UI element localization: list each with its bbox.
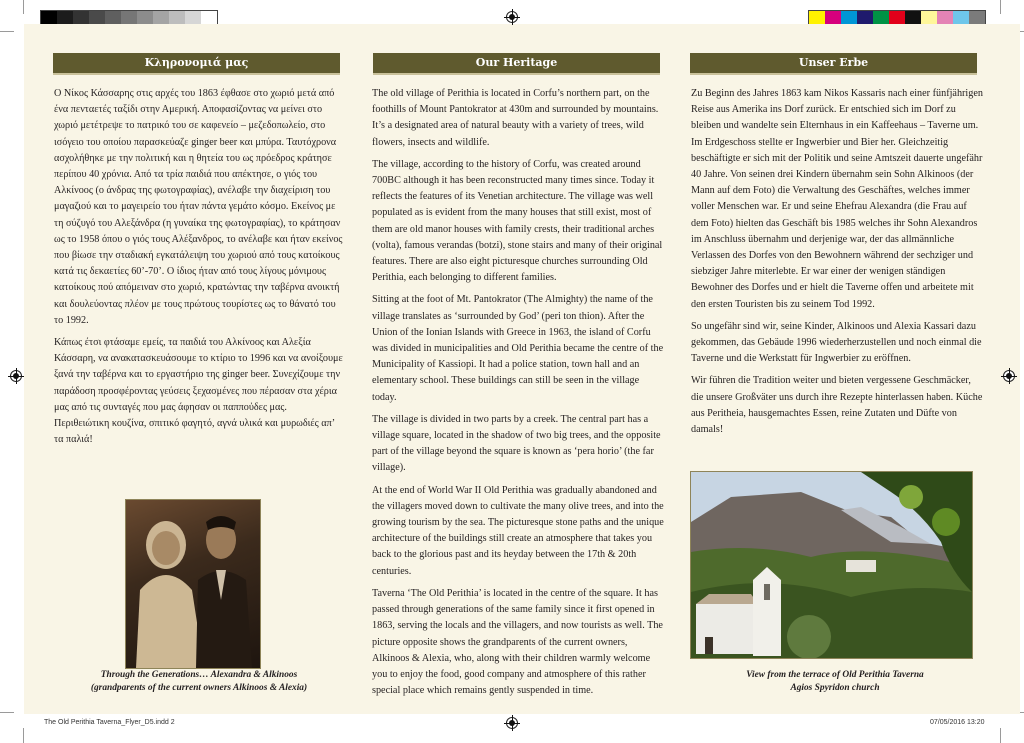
portrait-illustration [126, 500, 260, 668]
caption-line: Agios Spyridon church [790, 683, 880, 693]
greek-heading: Κληρονομιά μας [53, 53, 340, 75]
greek-paragraph: Ο Νίκος Κάσσαρης στις αρχές του 1863 έφθασε στο χωριό μετά από ένα πενταετές ταξίδι στην Αμερική. Αποφασίζοντας να μείνει στο χωριό μετέτρεψε το πατρικό του σε καφενείο – μεζεδοπωλείο, στο ισόγειο του οποίου παρασκεύαζε ginger beer και μπύρα. Ταυτόχρονα ασχολήθηκε με την πολιτική και η θητεία του ως πρόεδρος κράτησε περίπου 40 χρόνια. Από τα τρία παιδιά που απέκτησε, ο γιός του Αλκίνοος (ο άνδρας της φωτογραφίας), ανέλαβε την διαχείριση του μαγαζιού και το μαγειρείο του ήταν πάντα γεμάτο κόσμο. Εκείνος με τη σύζυγό του Αλεξάνδρα (η γυναίκα της φωτογραφίας), το κράτησαν ως το 1958 όπου ο γιός τους Αλέξανδρος, το ανέλαβε και ήταν εκείνος που βίωσε την σταδιακή εγκατάλειψη του χωριού από τους κατοίκους κατά τις δεκαετίες 60’-70’. Ο ίδιος ήταν από τους λίγους μόνιμους κατοίκους πού απόμειναν στο χωριό, κρατώντας την ταβέρνα ανοικτή και δουλεύοντας πλέον με τους πρώτους τουρίστες ως το θάνατό του το 1992. [54, 88, 343, 326]
english-paragraph: The village is divided in two parts by a creek. The central part has a village square, located in the shadow of two big trees, and the opposite part of the village beyond the square is known as ‘pera horio’ (the far village). [372, 413, 661, 474]
grandparents-photo [125, 499, 261, 669]
english-paragraph: Taverna ‘The Old Perithia’ is located in the centre of the square. It has passed through generations of the same family since it first opened in 1863, serving the locals and the villagers, and now tourists as well. The picture opposite shows the grandparents of the current owners, Alkinoos & Alexia, who, along with their children warmly welcome you to enjoy the food, good company and atmosphere of this rather special place which remains gently suspended in time. [372, 587, 663, 697]
registration-mark-top [506, 11, 518, 23]
crop-mark [0, 31, 14, 32]
crop-mark [1000, 0, 1001, 14]
crop-mark [23, 0, 24, 14]
registration-mark-right [1003, 370, 1015, 382]
slug-filename: The Old Perithia Taverna_Flyer_D5.indd 2 [44, 719, 175, 726]
english-paragraph: Sitting at the foot of Mt. Pantokrator (The Almighty) the name of the village translates as ‘surrounded by God’ (peri ton thion). After the Union of the Ionian Islands with Greece in 1963, the island of Corfu was divided in municipalities and Old Perithia became the centre of the Municipality of Kassiopi. It had a police station, town hall and an elementary school. These buildings can still be seen in the village today. [372, 294, 664, 403]
caption-line: Through the Generations… Alexandra & Alkinoos [100, 670, 298, 680]
english-paragraph: The old village of Perithia is located in Corfu’s northern part, on the foothills of Mount Pantokrator at 430m and surrounded by mountains. It’s a designated area of natural beauty with a variety of trees, wild flowers, insects and wildlife. [372, 88, 659, 148]
caption-line: (grandparents of the current owners Alkinoos & Alexia) [90, 683, 308, 693]
church-view-photo [690, 471, 973, 659]
german-paragraph: Zu Beginn des Jahres 1863 kam Nikos Kassaris nach einer fünfjährigen Reise aus Amerika ins Dorf zurück. Er entschied sich im Dorf zu bleiben und wandelte sein Elternhaus in ein Kaffeehaus – Taverne um. Im Erdgeschoss stellte er Ingwerbier und Bier her. Gleichzeitig beschäftigte er sich mit der Politik und seine Amtszeit dauerte ungefähr 40 Jahre. Von seinen drei Kindern übernahm sein Sohn Alkinoos (der Mann auf dem Foto) die Verwaltung des Geschäftes, welches immer voller Menschen war. Er und seine Ehefrau Alexandra (die Frau auf dem Foto) hielten das Geschäft bis 1985 welches ihr Sohn Alexandros im Anschluss übernahm und derjenige war, der das allmännliche Verlassen des Dorfes von den Bewohnern während der sechziger und siebziger Jahre miterlebte. Er war einer der wenigen ständigen Bewohner des Dorfes und er hielt die Taverne offen und arbeitete mit den ersten Touristen bis zu seinem Tod 1992. [691, 88, 983, 310]
english-column [372, 86, 664, 705]
german-paragraph: Wir führen die Tradition weiter und bieten vergessene Geschmäcker, die unsere Großväter uns durch ihre Rezepte hinterlassen haben. Küche aus Peritheia, hausgemachtes Essen, reine Zutaten und Düfte von damals! [691, 375, 983, 436]
landscape-illustration [691, 472, 972, 658]
crop-mark [23, 728, 24, 743]
greek-paragraph: Κάπως έτσι φτάσαμε εμείς, τα παιδιά του Αλκίνοος και Αλεξία Κάσσαρη, να ανακατασκευάσουμε το κτίριο το 1996 και να ανοίξουμε ξανά την ταβέρνα και το εργαστήριο της ginger beer. Συνεχίζουμε την παράδοση προσφέροντας γεύσεις ξεχασμένες που πέρασαν στα χέρια μας από τις συνταγές που μας άφησαν οι παπποὐδες μας. Περιθειώτικη κουζίνα, σπιτικό φαγητό, αγνά υλικά και μυρωδιές απ’ τα παλιά! [54, 337, 343, 446]
german-photo-caption [680, 669, 990, 695]
english-paragraph: At the end of World War II Old Perithia was gradually abandoned and the villagers moved down to cultivate the many olive trees, and into the growing tourism by the sea. The picturesque stone paths and the unique architecture of the buildings still create an atmosphere that takes you back to the glorious past and its heyday between the 17th & 20th centuries. [372, 484, 664, 577]
german-paragraph: So ungefähr sind wir, seine Kinder, Alkinoos und Alexia Kassari dazu gekommen, das Gebäude 1996 wiederherzustellen und noch einmal die Taverne und die Werkstatt für Ingwerbier zu eröffnen. [691, 320, 982, 365]
german-heading: Unser Erbe [690, 53, 977, 75]
english-paragraph: The village, according to the history of Corfu, was created around 700BC although it has been reconstructed many times since. Today it reflects the features of its Venetian architecture. The village was well populated as is evident from the many houses that still exist, most of them are old manor houses with family crests, their traditional arches (volta), famous verandas (botzi), stone stairs and many of their original features. There are also eight picturesque churches surrounding Old Perithia, each belonging to different families. [372, 158, 663, 284]
crop-mark [0, 712, 14, 713]
crop-mark [1000, 728, 1001, 743]
german-column [691, 86, 983, 444]
slug-timestamp: 07/05/2016 13:20 [930, 719, 985, 726]
english-heading: Our Heritage [373, 53, 660, 75]
greek-photo-caption [44, 669, 354, 695]
caption-line: View from the terrace of Old Perithia Taverna [746, 670, 924, 680]
registration-mark-left [10, 370, 22, 382]
registration-mark-bottom [506, 717, 518, 729]
greek-column [54, 86, 344, 454]
